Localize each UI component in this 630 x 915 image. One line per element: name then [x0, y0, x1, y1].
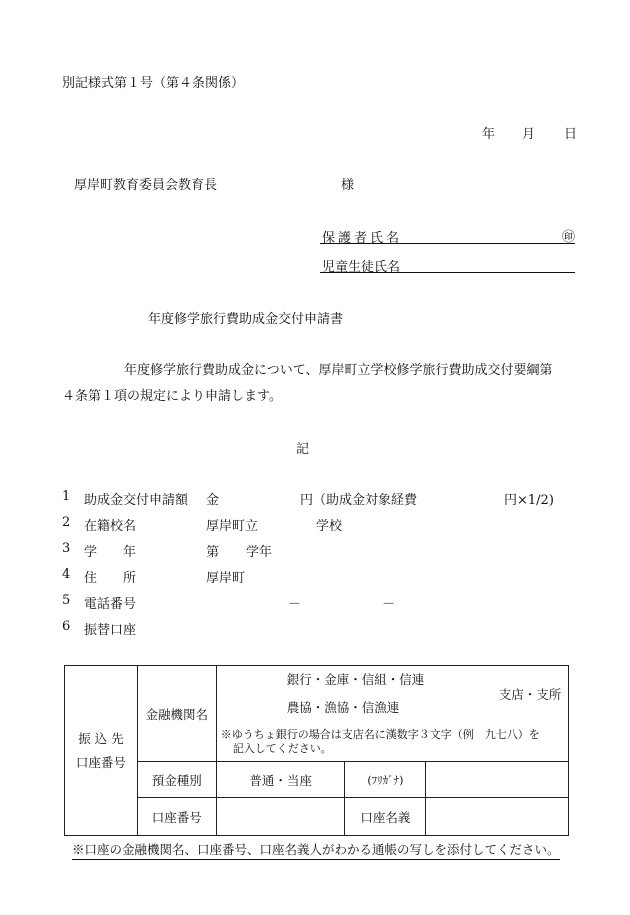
student-name-label: 児童生徒氏名 — [322, 260, 401, 275]
account-name-label: 口座名義 — [360, 809, 411, 825]
item-label: 振替口座 — [84, 623, 137, 638]
institution-types-1: 銀行・金庫・信組・信連 — [286, 672, 425, 687]
deposit-type-value: 普通・当座 — [249, 772, 312, 788]
student-name-line — [320, 256, 575, 273]
yucho-note: ※ゆうちょ銀行の場合は支店名に漢数字３文字（例 九七八）を — [220, 728, 540, 741]
account-name-label-cell — [345, 798, 426, 836]
item-value: 円（助成金対象経費 — [300, 493, 418, 508]
item-value: 厚岸町立 — [206, 519, 259, 534]
addressee-title: 厚岸町教育委員会教育長 — [74, 178, 218, 193]
yucho-note-2: 記入してください。 — [232, 742, 332, 755]
institution-label: 金融機関名 — [145, 706, 209, 722]
guardian-name-label: 保護者氏名 — [322, 231, 403, 246]
addressee-honorific: 様 — [341, 178, 355, 193]
body-text-line-1: 年度修学旅行費助成金について、厚岸町立学校修学旅行費助成交付要綱第 — [124, 363, 553, 378]
date-line — [0, 123, 630, 141]
institution-label-cell — [137, 666, 216, 762]
institution-field[interactable] — [216, 666, 568, 762]
item-number: 3 — [62, 541, 71, 556]
item-number: 2 — [62, 515, 71, 530]
account-name-field[interactable] — [426, 798, 569, 836]
item-value: 第 — [206, 545, 220, 560]
item-value: 学年 — [246, 545, 273, 560]
deposit-type-field[interactable] — [216, 762, 345, 798]
list-item — [62, 489, 582, 507]
branch-label: 支店・支所 — [498, 687, 562, 702]
item-value: － — [382, 597, 396, 612]
account-number-label: 口座番号 — [151, 809, 202, 825]
list-item — [62, 515, 582, 533]
item-value: － — [288, 597, 302, 612]
list-item — [62, 593, 582, 611]
guardian-name-line — [320, 227, 575, 244]
body-text-line-2: ４条第１項の規定により申請します。 — [62, 389, 282, 404]
item-label: 住 所 — [84, 571, 137, 586]
item-number: 5 — [62, 593, 71, 608]
deposit-type-label: 預金種別 — [151, 772, 202, 788]
bank-account-table — [64, 665, 569, 836]
item-label: 電話番号 — [84, 597, 137, 612]
deposit-type-label-cell — [137, 762, 216, 798]
date-day: 日 — [564, 127, 578, 142]
item-number: 6 — [62, 619, 71, 634]
seal-mark: ㊞ — [561, 230, 575, 245]
item-value: 金 — [206, 493, 220, 508]
item-value: 円×1/2) — [504, 493, 554, 508]
furigana-label: (ﾌﾘｶﾞﾅ) — [367, 773, 404, 787]
item-label: 学 年 — [84, 545, 137, 560]
account-number-field[interactable] — [216, 798, 345, 836]
furigana-label-cell — [345, 762, 426, 798]
institution-types-2: 農協・漁協・信漁連 — [286, 700, 400, 715]
list-item — [62, 619, 582, 637]
item-value: 学校 — [316, 519, 343, 534]
furigana-field[interactable] — [426, 762, 569, 798]
transfer-account-label — [65, 666, 138, 836]
account-number-label-cell — [137, 798, 216, 836]
item-label: 助成金交付申請額 — [84, 493, 189, 508]
list-item — [62, 567, 582, 585]
item-label: 在籍校名 — [84, 519, 137, 534]
list-item — [62, 541, 582, 559]
item-number: 1 — [62, 489, 71, 504]
transfer-label-line-1: 振 込 先 — [78, 730, 124, 746]
item-value: 厚岸町 — [206, 571, 246, 586]
document-title: 年度修学旅行費助成金交付申請書 — [148, 312, 344, 327]
form-label: 別記様式第１号（第４条関係） — [62, 76, 245, 91]
item-number: 4 — [62, 567, 71, 582]
date-month: 月 — [522, 127, 536, 142]
footer-note: ※口座の金融機関名、口座番号、口座名義人がわかる通帳の写しを添付してください。 — [72, 840, 560, 860]
date-year: 年 — [482, 127, 496, 142]
transfer-label-line-2: 口座番号 — [75, 754, 126, 770]
ki-heading: 記 — [296, 442, 310, 457]
